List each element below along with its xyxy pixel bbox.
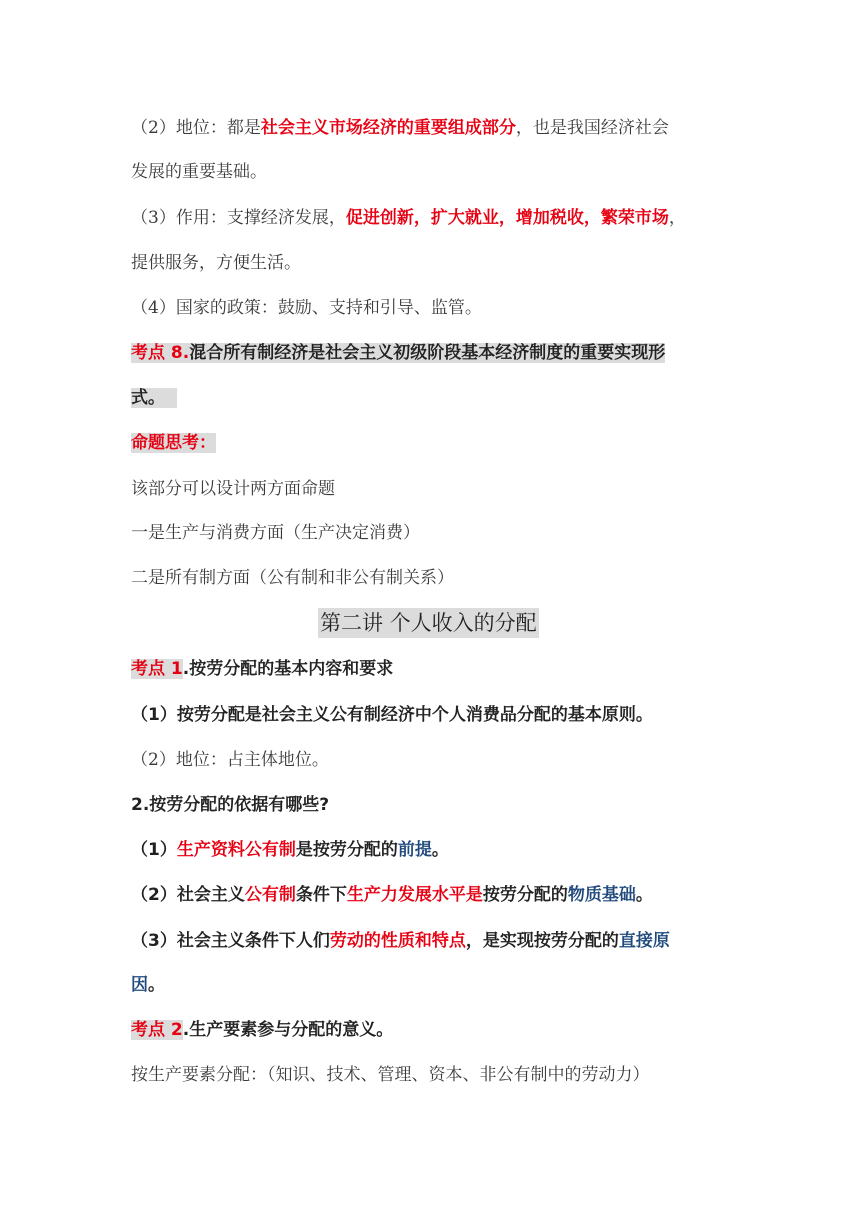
factor-distribution-line: 按生产要素分配：（知识、技术、管理、资本、非公有制中的劳动力） — [131, 1065, 650, 1085]
paragraph-status-cont: 发展的重要基础。 — [131, 162, 267, 182]
kaodian-text: .按劳分配的基本内容和要求 — [182, 659, 394, 679]
text-segment: （1） — [131, 840, 177, 860]
paragraph-role — [131, 206, 731, 230]
basis-item-3 — [131, 929, 731, 953]
paragraph-role-cont: 提供服务，方便生活。 — [131, 253, 301, 273]
text-segment: ，是实现按劳分配的 — [465, 931, 619, 951]
paragraph-status — [131, 116, 731, 140]
text-segment: 。 — [635, 885, 653, 905]
basis-item-1 — [131, 838, 731, 862]
mingti-line-3: 二是所有制方面（公有制和非公有制关系） — [131, 568, 454, 588]
kaodian-text: 式。 — [131, 388, 177, 408]
kaodian-label: 考点 1 — [131, 659, 183, 679]
text-segment: 按劳分配的 — [482, 885, 568, 905]
kaodian-1-item-2: （2）地位：占主体地位。 — [131, 750, 329, 770]
emphasis-text: 因 — [131, 975, 148, 995]
paragraph-policy: （4）国家的政策：鼓励、支持和引导、监管。 — [131, 298, 482, 318]
text-segment: ， — [668, 208, 686, 228]
text-segment: 。 — [431, 840, 449, 860]
text-segment: （3）社会主义条件下人们 — [131, 931, 330, 951]
mingti-heading — [131, 431, 731, 455]
highlight-text: 生产力发展水平是 — [346, 885, 483, 905]
kaodian-1-heading — [131, 657, 731, 681]
section-title: 第二讲 个人收入的分配 — [318, 608, 539, 638]
mingti-line-1: 该部分可以设计两方面命题 — [131, 479, 335, 499]
kaodian-8-heading-cont — [131, 386, 731, 410]
highlight-text: 社会主义市场经济的重要组成部分 — [260, 118, 516, 138]
basis-item-2 — [131, 883, 731, 907]
text-segment: （3）作用：支撑经济发展， — [131, 208, 346, 228]
kaodian-1-item-1: （1）按劳分配是社会主义公有制经济中个人消费品分配的基本原则。 — [131, 705, 653, 725]
text-segment: 。 — [148, 975, 165, 995]
text-segment: （2）社会主义 — [131, 885, 245, 905]
kaodian-text: 混合所有制经济是社会主义初级阶段基本经济制度的重要实现形 — [189, 343, 666, 363]
emphasis-text: 物质基础 — [567, 885, 636, 905]
text-segment: 是按劳分配的 — [295, 840, 398, 860]
mingti-line-2: 一是生产与消费方面（生产决定消费） — [131, 523, 420, 543]
highlight-text: 劳动的性质和特点 — [329, 931, 466, 951]
text-segment: 条件下 — [295, 885, 347, 905]
highlight-text: 生产资料公有制 — [176, 840, 296, 860]
kaodian-2-heading — [131, 1018, 731, 1042]
basis-item-3-cont — [131, 973, 731, 997]
kaodian-label: 考点 8. — [131, 343, 190, 363]
question-2-heading: 2.按劳分配的依据有哪些? — [131, 795, 330, 815]
emphasis-text: 前提 — [397, 840, 432, 860]
text-segment: （2）地位：都是 — [131, 118, 261, 138]
kaodian-label: 考点 2 — [131, 1020, 183, 1040]
highlight-text: 促进创新，扩大就业，增加税收，繁荣市场 — [345, 208, 669, 228]
kaodian-text: .生产要素参与分配的意义。 — [182, 1020, 394, 1040]
kaodian-8-heading — [131, 341, 731, 365]
mingti-label: 命题思考： — [131, 433, 216, 453]
highlight-text: 公有制 — [244, 885, 296, 905]
emphasis-text: 直接原 — [618, 931, 670, 951]
text-segment: ，也是我国经济社会 — [515, 118, 669, 138]
